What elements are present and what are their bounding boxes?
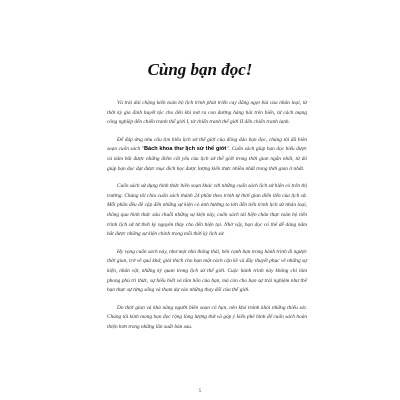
paragraph-intro-text: Và trải dài chặng kiến toàn bộ lịch trình phát triển cay đắng ngọt bùi của nhân loại, từ thời kỳ gia đình huyết tộc cho đến khi mở ra con đường hàng hải trên biển, từ cách mạng công nghiệp đến chiến tranh thế giới I, từ chiến tranh thế giới II đến chiến tranh lạnh. — [107, 100, 307, 126]
paragraph-intro — [107, 99, 307, 128]
page-number: 5 — [198, 389, 202, 394]
paragraph-structure-text: Cuốn sách sử dụng hình thức biên soạn khác với những cuốn sách lịch sử hiện có trên thị trường. Chúng tôi chia cuốn sách thành 24 phần theo trình tự thời gian diễn tiến của lịch sử. Mỗi phần đều đề cập đến những sự kiện có ảnh hưởng to lớn đến tiến trình lịch sử nhân loại, thông qua hình thức xâu chuỗi những sự kiện này, cuốn sách tái hiện chân thực toàn bộ tiến trình lịch sử từ thời kỳ nguyên thủy cho đến hiện tại. Nhờ vậy, bạn đọc có thể dễ dàng nắm bắt được những sự kiện chính trong mỗi thời kỳ lịch sử. — [107, 183, 307, 238]
paragraph-closing — [107, 304, 307, 333]
page-title: Cùng bạn đọc! — [147, 60, 253, 79]
paragraph-closing-text: Do thời gian và khả năng người biên soạn có hạn, nên khó tránh khỏi những thiếu sót. Chúng tôi kính mong bạn đọc rộng lòng lượng thứ và góp ý kiến phê bình để cuốn sách hoàn thiện hơn trong những lần xuất bản sau. — [107, 304, 307, 330]
book-title-bold: Bách khoa thư lịch sử thế giới — [143, 146, 227, 153]
paragraph-book-introduction — [107, 136, 307, 174]
preface-body — [107, 99, 307, 340]
paragraph-hope-text: Hy vọng cuốn sách này, như một nhà thông thái, bên cạnh bạn trong hành trình đi ngược thời gian, trở về quá khứ, giải thích cho bạn một cách cặn kẽ và đầy thuyết phục về những sự kiện, nhân vật, những kỳ quan trong lịch sử thế giới. Cuộc hành trình này không chỉ làm phong phú tri thức, sự hiểu biết và tầm hồn của bạn, mà còn cho bạn sự trải nghiệm như thể bạn thực sự từng sống và tham dự vào những thay đổi của thế giới. — [107, 248, 307, 294]
paragraph-hope — [107, 248, 307, 296]
paragraph-structure — [107, 182, 307, 240]
paragraph-book-introduction-after: ". Cuốn sách giúp bạn đọc hiểu được và nắm bắt được những điểm cốt yếu của lịch sử thế giới trong thời gian ngắn nhất, từ đó giúp bạn đọc đạt được mục đích học được lượng kiến thức nhiều nhất trong thời gian ít nhất. — [107, 146, 307, 172]
paragraph-book-introduction-before: Để đáp ứng nhu cầu tìm hiểu lịch sử thế giới của đông đảo bạn đọc, chúng tôi đã biên soạn cuốn sách " — [107, 136, 307, 153]
